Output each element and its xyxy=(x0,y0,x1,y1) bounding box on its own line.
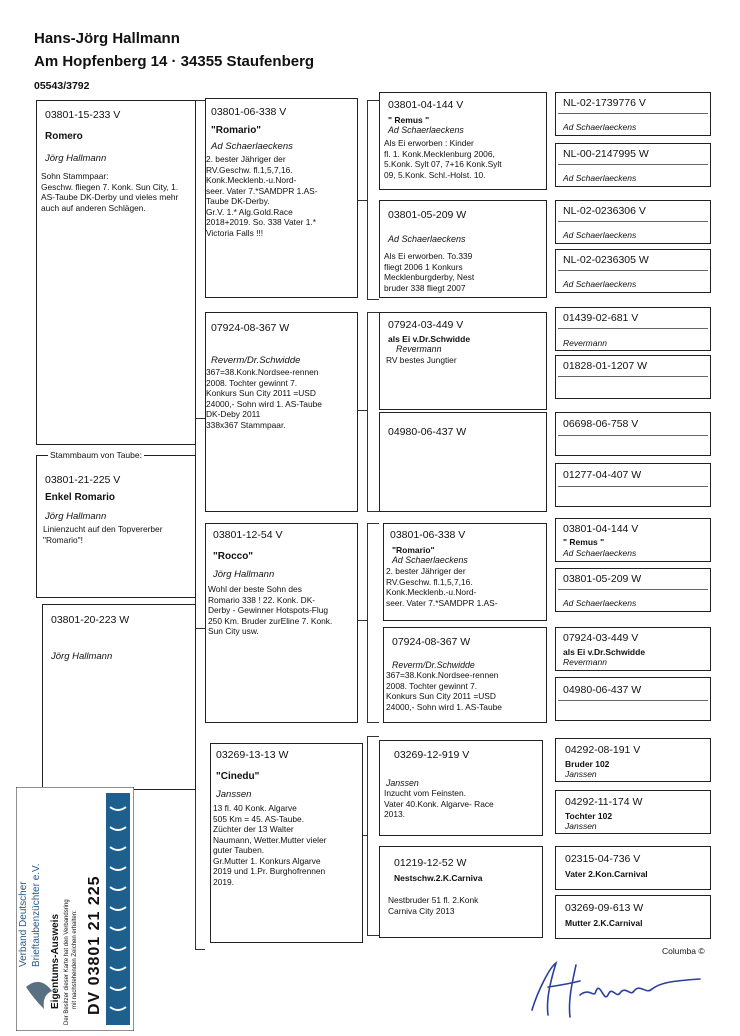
connector-line xyxy=(195,628,205,629)
ring-number: 03801-05-209 W xyxy=(388,209,467,221)
pigeon-notes: Als Ei erworben. To.339 fliegt 2006 1 Konkurs Mecklenburgderby, Nest bruder 338 fliegt 2007 xyxy=(384,251,475,293)
ring-number: NL-02-1739776 V xyxy=(563,97,646,109)
great-grandparent-box xyxy=(555,518,711,562)
ring-number: 03801-04-144 V xyxy=(563,523,639,535)
pigeon-name: " Remus " xyxy=(388,115,430,125)
subject-box xyxy=(36,100,196,445)
connector-line xyxy=(367,312,379,313)
ring-number: 03801-15-233 V xyxy=(45,109,121,121)
pigeon-name: "Rocco" xyxy=(213,551,254,562)
breeder-name: Ad Schaerlaeckens xyxy=(563,279,637,289)
breeder-name: Ad Schaerlaeckens xyxy=(563,122,637,132)
card-ring-number: DV 03801 21 225 xyxy=(86,875,103,1015)
ring-number: 01219-12-52 W xyxy=(394,857,467,869)
breeder-name: Jörg Hallmann xyxy=(45,511,107,522)
owner-name: Hans-Jörg Hallmann xyxy=(34,30,180,47)
parent-box xyxy=(205,98,358,298)
connector-line xyxy=(367,736,379,737)
connector-line xyxy=(367,100,368,300)
owner-address: Am Hopfenberg 14 · 34355 Staufenberg xyxy=(34,53,315,70)
grandparent-box xyxy=(379,846,543,938)
great-grandparent-box xyxy=(555,92,711,136)
ring-number: 04980-06-437 W xyxy=(388,426,467,438)
breeder-name: Revermann xyxy=(563,338,607,348)
pigeon-name: Mutter 2.K.Carnival xyxy=(565,918,643,928)
breeder-name: Ad Schaerlaeckens xyxy=(563,598,637,608)
connector-line xyxy=(367,511,379,512)
breeder-name: Janssen xyxy=(565,769,597,779)
great-grandparent-box xyxy=(555,412,711,456)
brand-mark: Columba © xyxy=(662,946,705,956)
grandparent-box xyxy=(379,740,543,836)
pigeon-name: "Cinedu" xyxy=(216,771,260,782)
ring-number: 01439-02-681 V xyxy=(563,312,639,324)
grandparent-box xyxy=(383,523,547,621)
ring-number: NL-00-2147995 W xyxy=(563,148,649,160)
ring-number: 03801-05-209 W xyxy=(563,573,642,585)
grandparent-box xyxy=(379,200,547,298)
breeder-name: Reverm/Dr.Schwidde xyxy=(211,355,301,366)
connector-line xyxy=(367,523,368,723)
great-grandparent-box xyxy=(555,463,711,507)
ring-number: 07924-03-449 V xyxy=(388,319,464,331)
pigeon-name: "Romario" xyxy=(211,125,262,136)
divider xyxy=(558,164,708,165)
divider xyxy=(558,486,708,487)
great-grandparent-box xyxy=(555,738,711,782)
pedigree-stub-label: Stammbaum von Taube: xyxy=(50,450,142,460)
pigeon-name: Enkel Romario xyxy=(45,492,116,503)
pigeon-notes: 367=38.Konk.Nordsee-rennen 2008. Tochter gewinnt 7. Konkurs Sun City 2011 =USD 24000,- Sohn wird 1. AS-Taube DK-Deby 2011 338x367 Stammpaar. xyxy=(206,367,322,430)
breeder-name: Ad Schaerlaeckens xyxy=(563,173,637,183)
breeder-name: Revermann xyxy=(396,344,442,354)
breeder-name: Ad Schaerlaeckens xyxy=(388,125,464,135)
ring-number: 04980-06-437 W xyxy=(563,684,642,696)
mate-box xyxy=(42,604,196,790)
breeder-name: Janssen xyxy=(216,789,252,800)
pigeon-notes: Sohn Stammpaar: Geschw. fliegen 7. Konk. Sun City, 1. AS-Taube DK-Derby und vieles mehr auch auf anderen Schlägen. xyxy=(41,171,179,213)
ring-number: 04292-08-191 V xyxy=(565,744,641,756)
parent-box xyxy=(205,312,358,512)
ring-number: 03801-20-223 W xyxy=(51,614,130,626)
divider xyxy=(558,270,708,271)
grandparent-box xyxy=(379,412,547,512)
ring-number: 01828-01-1207 W xyxy=(563,360,648,372)
ring-number: 03801-21-225 V xyxy=(45,474,121,486)
connector-line xyxy=(195,949,205,950)
ownership-card xyxy=(6,787,132,1031)
connector-line xyxy=(357,620,367,621)
card-org-line-1: Verband Deutscher xyxy=(18,881,29,967)
card-org-line-2: Brieftaubenzüchter e.V. xyxy=(31,863,42,967)
breeder-name: Jörg Hallmann xyxy=(213,569,275,580)
divider xyxy=(558,700,708,701)
ring-number: 03801-04-144 V xyxy=(388,99,464,111)
breeder-name: Jörg Hallmann xyxy=(51,651,113,662)
ring-number: 07924-08-367 W xyxy=(392,636,471,648)
card-title: Eigentums-Ausweis xyxy=(50,913,61,1009)
breeder-name: Ad Schaerlaeckens xyxy=(563,548,637,558)
pigeon-notes: 2. bester Jähriger der RV.Geschw. fl.1,5,7,16. Konk.Mecklenb.-u.Nord- seer. Vater 7.*SAMDPR 1.AS- xyxy=(386,566,498,608)
pigeon-notes: Als Ei erworben : Kinder fl. 1. Konk.Mecklenburg 2006, 5.Konk. Sylt 07, 7+16 Konk.Sylt 09, 5.Konk. Schl.-Holst. 10. xyxy=(384,138,502,180)
sibling-box xyxy=(36,455,196,598)
connector-line xyxy=(195,100,205,101)
grandparent-box xyxy=(379,312,547,410)
parent-box xyxy=(205,523,358,723)
divider xyxy=(558,435,708,436)
breeder-name: Jörg Hallmann xyxy=(45,153,107,164)
pigeon-name: Vater 2.Kon.Carnival xyxy=(565,869,648,879)
ring-number: 04292-11-174 W xyxy=(565,796,643,808)
great-grandparent-box xyxy=(555,568,711,612)
ring-number: NL-02-0236306 V xyxy=(563,205,646,217)
breeder-name: Reverm/Dr.Schwidde xyxy=(392,660,475,670)
connector-line xyxy=(357,200,367,201)
connector-line xyxy=(367,100,379,101)
ring-number: 07924-08-367 W xyxy=(211,322,290,334)
ring-number: 01277-04-407 W xyxy=(563,469,642,481)
pigeon-name: Tochter 102 xyxy=(565,811,613,821)
pigeon-notes: 13 fl. 40 Konk. Algarve 505 Km = 45. AS-Taube. Züchter der 13 Walter Naumann, Wetter.Mutter vieler guter Tauben. Gr.Mutter 1. Konkurs Algarve 2019 und 1.Pr. Burghofrennen 2019. xyxy=(213,803,327,887)
connector-line xyxy=(367,523,379,524)
connector-line xyxy=(195,418,205,419)
great-grandparent-box xyxy=(555,200,711,244)
connector-line xyxy=(367,312,368,512)
great-grandparent-box xyxy=(555,307,711,351)
divider xyxy=(558,376,708,377)
great-grandparent-box xyxy=(555,895,711,939)
connector-line xyxy=(367,722,379,723)
connector-line xyxy=(367,935,379,936)
pigeon-notes: Linienzucht auf den Topvererber "Romario"! xyxy=(43,524,163,545)
breeder-name: Janssen xyxy=(565,821,597,831)
pigeon-notes: Wohl der beste Sohn des Romario 338 ! 22. Konk. DK- Derby - Gewinner Hotspots-Flug 250 Km. Bruder zurEline 7. Konk. Sun City usw. xyxy=(208,584,333,636)
breeder-name: Revermann xyxy=(563,657,607,667)
parent-box xyxy=(210,743,363,943)
pigeon-name: "Romario" xyxy=(392,545,435,555)
ring-number: 07924-03-449 V xyxy=(563,632,639,644)
ring-number: 03269-09-613 W xyxy=(565,902,644,914)
ring-number: 02315-04-736 V xyxy=(565,853,641,865)
great-grandparent-box xyxy=(555,677,711,721)
pigeon-notes: Inzucht vom Feinsten. Vater 40.Konk. Algarve- Race 2013. xyxy=(384,788,494,819)
breeder-name: Ad Schaerlaeckens xyxy=(392,555,468,565)
ring-number: NL-02-0236305 W xyxy=(563,254,649,266)
grandparent-box xyxy=(379,92,547,190)
ring-number: 03801-12-54 V xyxy=(213,529,283,541)
ring-number: 06698-06-758 V xyxy=(563,418,639,430)
connector-line xyxy=(367,736,368,936)
owner-ref: 05543/3792 xyxy=(34,80,90,92)
pigeon-name: als Ei v.Dr.Schwidde xyxy=(563,647,646,657)
pigeon-name: als Ei v.Dr.Schwidde xyxy=(388,334,471,344)
pigeon-notes: 2. bester Jähriger der RV.Geschw. fl.1,5,7,16. Konk.Mecklenb.-u.Nord- seer. Vater 7.*SAMDPR 1.AS- Taube DK-Derby. Gr.V. 1.* Alg.Gold.Race 2018+2019. So. 338 Vater 1.* Victoria Falls !!! xyxy=(206,154,318,238)
great-grandparent-box xyxy=(555,249,711,293)
breeder-name: Ad Schaerlaeckens xyxy=(563,230,637,240)
card-note-line-2: mit nachstehenden Zeichen erhalten: xyxy=(72,910,78,1009)
breeder-name: Ad Schaerlaeckens xyxy=(388,234,466,244)
grandparent-box xyxy=(383,627,547,723)
divider xyxy=(558,328,708,329)
pigeon-name: Bruder 102 xyxy=(565,759,610,769)
signature-image xyxy=(510,955,720,1025)
great-grandparent-box xyxy=(555,355,711,399)
pigeon-name: Romero xyxy=(45,131,83,142)
divider xyxy=(558,113,708,114)
breeder-name: Janssen xyxy=(386,778,419,788)
great-grandparent-box xyxy=(555,846,711,890)
ring-number: 03269-13-13 W xyxy=(216,749,289,761)
divider xyxy=(558,221,708,222)
card-note-line-1: Der Besitzer dieser Karte hat den Verbandsring xyxy=(64,899,70,1025)
ring-number: 03269-12-919 V xyxy=(394,749,470,761)
pigeon-name: " Remus " xyxy=(563,537,605,547)
connector-line xyxy=(357,410,367,411)
connector-line xyxy=(367,299,379,300)
great-grandparent-box xyxy=(555,790,711,834)
pigeon-notes: 367=38.Konk.Nordsee-rennen 2008. Tochter gewinnt 7. Konkurs Sun City 2011 =USD 24000,- Sohn wird 1. AS-Taube xyxy=(386,670,502,712)
ring-number: 03801-06-338 V xyxy=(390,529,466,541)
pigeon-notes: RV bestes Jungtier xyxy=(386,355,457,365)
great-grandparent-box xyxy=(555,143,711,187)
breeder-name: Ad Schaerlaeckens xyxy=(211,141,293,152)
ring-number: 03801-06-338 V xyxy=(211,106,287,118)
pigeon-name: Nestschw.2.K.Carniva xyxy=(394,873,483,883)
pigeon-notes: Nestbruder 51 fl. 2.Konk Carniva City 2013 xyxy=(388,895,479,916)
divider xyxy=(558,589,708,590)
great-grandparent-box xyxy=(555,627,711,671)
